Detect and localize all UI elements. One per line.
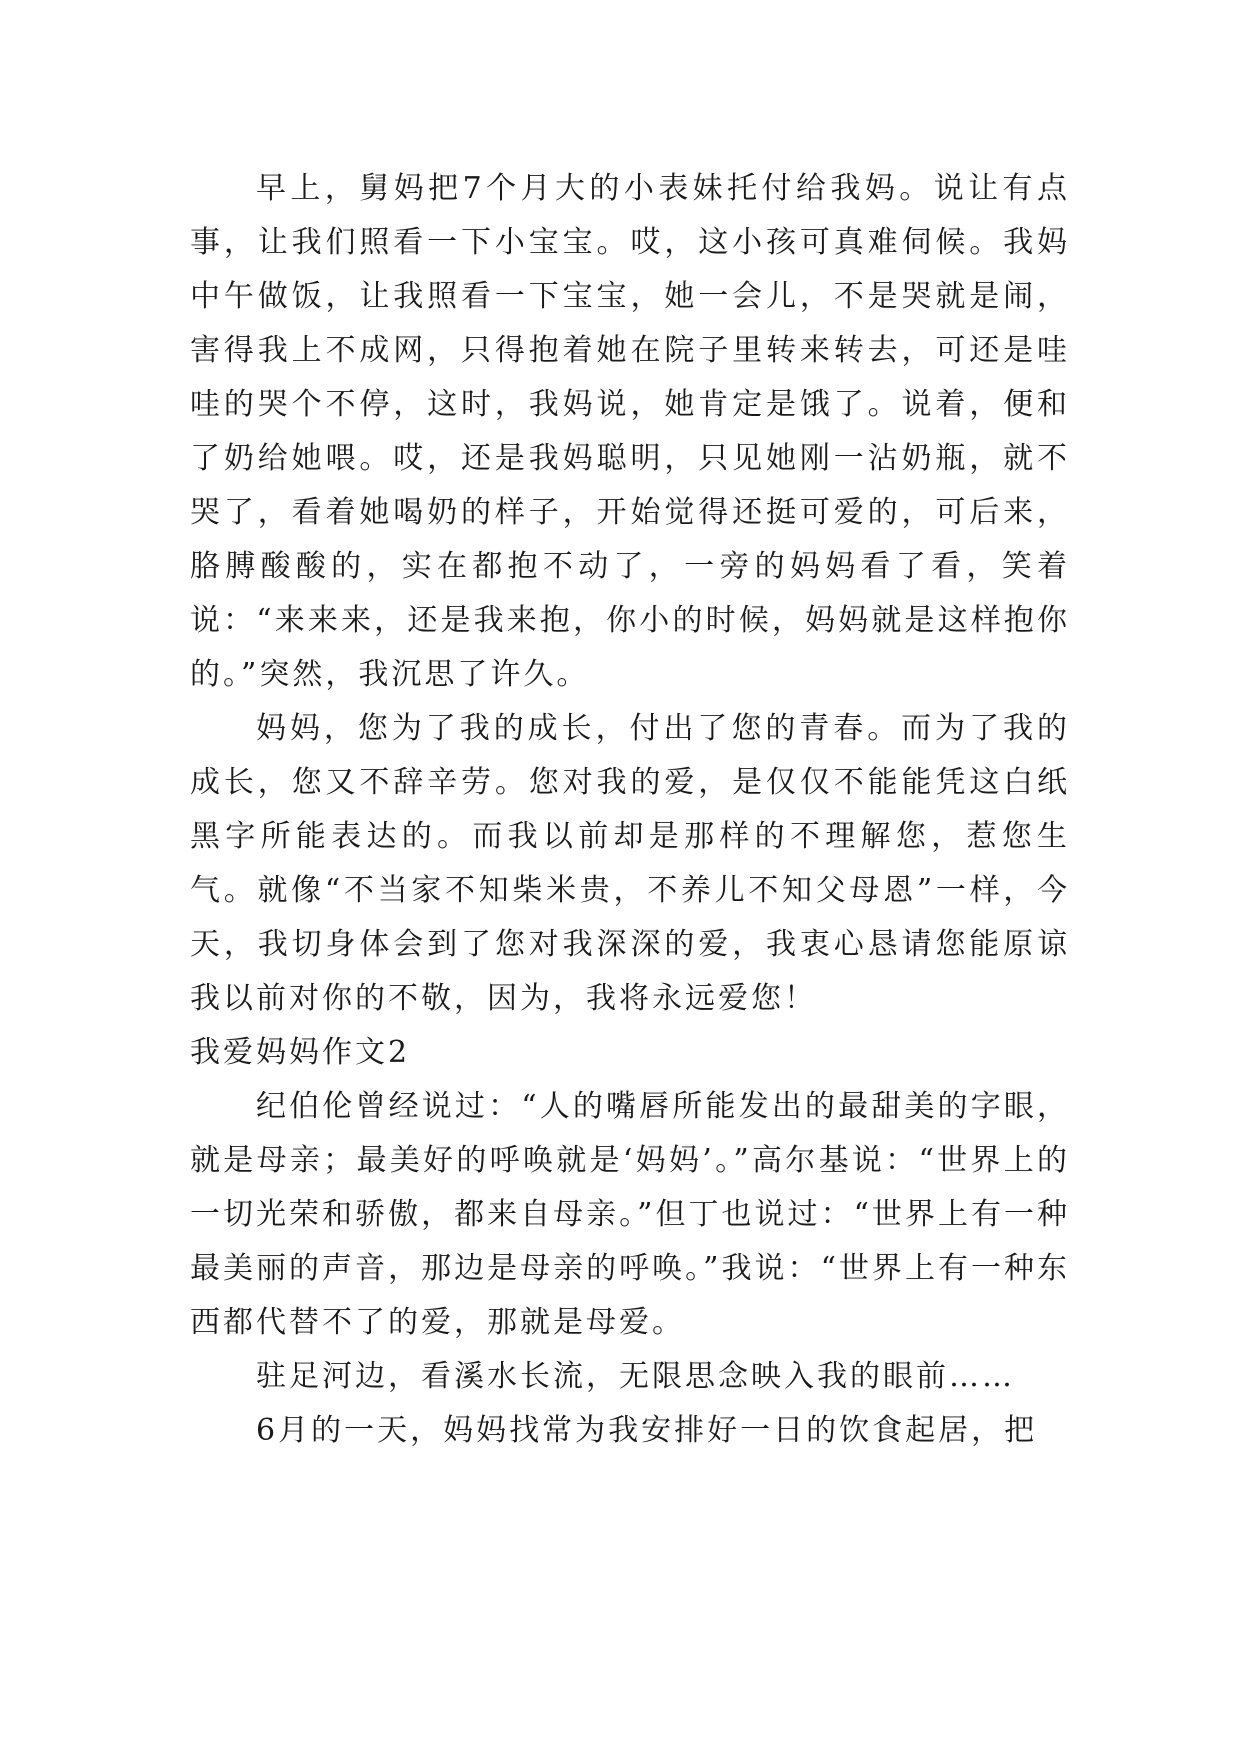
paragraph-quotes: 纪伯伦曾经说过：“人的嘴唇所能发出的最甜美的字眼，就是母亲；最美好的呼唤就是‘妈妈’。”高尔基说：“世界上的一切光荣和骄傲，都来自母亲。”但丁也说过：“世界上有一种最美丽的声音，那边是母亲的呼唤。”我说：“世界上有一种东西都代替不了的爱，那就是母爱。 bbox=[190, 1089, 1070, 1340]
document-body bbox=[190, 162, 1070, 1458]
essay-heading: 我爱妈妈作文2 bbox=[190, 1035, 411, 1070]
paragraph-june-day: 6月的一天，妈妈找常为我安排好一日的饮食起居，把 bbox=[256, 1413, 1038, 1448]
paragraph-riverside: 驻足河边，看溪水长流，无限思念映入我的眼前…… bbox=[256, 1359, 1015, 1394]
paragraph-gratitude: 妈妈，您为了我的成长，付出了您的青春。而为了我的成长，您又不辞辛劳。您对我的爱，是仅仅不能能凭这白纸黑字所能表达的。而我以前却是那样的不理解您，惹您生气。就像“不当家不知柴米贵，不养儿不知父母恩”一样，今天，我切身体会到了您对我深深的爱，我衷心恳请您能原谅我以前对你的不敬，因为，我将永远爱您！ bbox=[190, 711, 1070, 1016]
paragraph-babysitting: 早上，舅妈把7个月大的小表妹托付给我妈。说让有点事，让我们照看一下小宝宝。哎，这小孩可真难伺候。我妈中午做饭，让我照看一下宝宝，她一会儿，不是哭就是闹，害得我上不成网，只得抱着她在院子里转来转去，可还是哇哇的哭个不停，这时，我妈说，她肯定是饿了。说着，便和了奶给她喂。哎，还是我妈聪明，只见她刚一沾奶瓶，就不哭了，看着她喝奶的样子，开始觉得还挺可爱的，可后来，胳膊酸酸的，实在都抱不动了，一旁的妈妈看了看，笑着说：“来来来，还是我来抱，你小的时候，妈妈就是这样抱你的。”突然，我沉思了许久。 bbox=[190, 171, 1070, 692]
